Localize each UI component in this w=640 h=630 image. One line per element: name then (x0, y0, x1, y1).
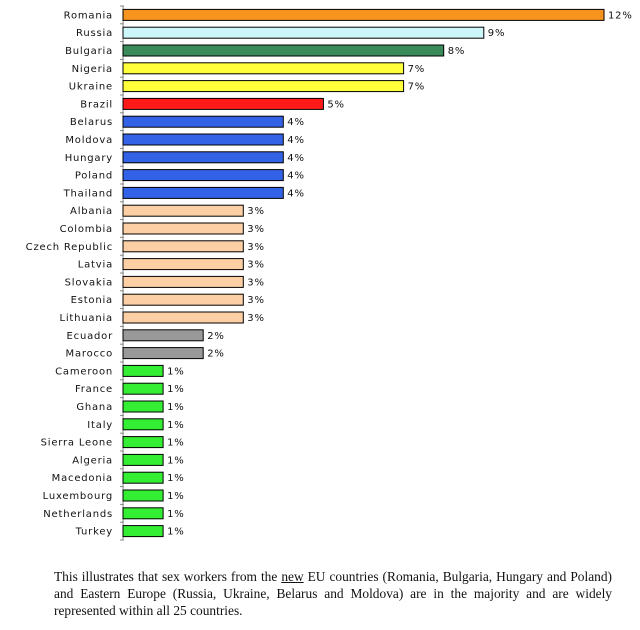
value-label-thailand: 4% (287, 188, 305, 200)
bar-turkey (123, 526, 163, 537)
bar-macedonia (123, 472, 163, 483)
category-label-thailand: Thailand (63, 188, 113, 200)
category-label-belarus: Belarus (69, 117, 113, 129)
bar-slovakia (123, 276, 243, 287)
category-label-lithuania: Lithuania (59, 313, 113, 324)
value-label-nigeria: 7% (407, 63, 426, 75)
category-label-moldova: Moldova (65, 135, 113, 146)
value-label-turkey: 1% (167, 526, 185, 538)
category-label-marocco: Marocco (65, 348, 113, 360)
bar-lithuania (123, 312, 243, 323)
category-label-estonia: Estonia (70, 295, 113, 307)
bar-russia (123, 27, 484, 38)
bar-albania (123, 205, 243, 216)
value-label-luxembourg: 1% (167, 491, 185, 502)
bar-latvia (123, 259, 243, 270)
value-label-macedonia: 1% (167, 473, 185, 485)
bar-bulgaria (123, 45, 444, 56)
value-label-hungary: 4% (287, 152, 305, 164)
bar-sierra-leone (123, 437, 163, 448)
value-label-ghana: 1% (167, 402, 185, 413)
bar-algeria (123, 454, 163, 465)
bar-ecuador (123, 330, 203, 341)
category-label-netherlands: Netherlands (43, 508, 113, 520)
bar-czech-republic (123, 241, 243, 252)
category-label-russia: Russia (76, 28, 113, 40)
chart-bars (123, 9, 604, 536)
bar-nigeria (123, 63, 404, 74)
category-label-slovakia: Slovakia (64, 277, 113, 289)
value-label-latvia: 3% (247, 259, 265, 271)
bar-cameroon (123, 365, 163, 376)
caption-text-end: EU countries (Romania, Bulgaria, Hungary and Poland) and Eastern Europe (Russia, Ukraine, Belarus and Moldova) are in the majority and are widely represented within all 25 countries. (54, 569, 612, 618)
bar-ukraine (123, 81, 404, 92)
value-label-slovakia: 3% (247, 277, 265, 289)
value-label-russia: 9% (487, 28, 506, 40)
value-label-albania: 3% (247, 206, 265, 218)
bar-colombia (123, 223, 243, 234)
category-label-cameroon: Cameroon (55, 366, 113, 378)
value-label-marocco: 2% (207, 348, 225, 360)
value-label-czech-republic: 3% (247, 241, 265, 253)
value-label-italy: 1% (167, 419, 185, 431)
value-label-romania: 12% (608, 10, 633, 22)
bar-belarus (123, 116, 283, 127)
bar-france (123, 383, 163, 394)
caption-text-start: This illustrates that sex workers from the (54, 569, 282, 584)
value-label-ukraine: 7% (407, 81, 426, 93)
category-label-turkey: Turkey (75, 526, 113, 538)
category-label-italy: Italy (87, 419, 113, 431)
value-label-lithuania: 3% (247, 313, 265, 324)
value-label-bulgaria: 8% (447, 46, 466, 57)
bar-romania (123, 9, 604, 20)
bar-hungary (123, 152, 283, 163)
category-label-algeria: Algeria (72, 455, 113, 467)
category-label-ukraine: Ukraine (68, 81, 113, 93)
bar-luxembourg (123, 490, 163, 501)
chart-caption (54, 568, 612, 619)
bar-italy (123, 419, 163, 430)
category-label-albania: Albania (70, 206, 113, 218)
bar-poland (123, 170, 283, 181)
value-label-france: 1% (167, 384, 185, 396)
bar-netherlands (123, 508, 163, 519)
bar-brazil (123, 98, 323, 109)
value-label-algeria: 1% (167, 455, 185, 467)
category-label-bulgaria: Bulgaria (65, 46, 113, 57)
value-label-sierra-leone: 1% (167, 437, 185, 449)
category-label-romania: Romania (63, 10, 113, 22)
category-label-poland: Poland (74, 170, 113, 182)
category-label-ghana: Ghana (76, 402, 113, 413)
value-label-netherlands: 1% (167, 508, 185, 520)
category-label-france: France (74, 384, 113, 396)
value-label-cameroon: 1% (167, 366, 185, 378)
bar-thailand (123, 187, 283, 198)
category-label-macedonia: Macedonia (51, 473, 113, 485)
value-label-moldova: 4% (287, 135, 305, 146)
category-label-czech-republic: Czech Republic (25, 241, 113, 253)
bar-marocco (123, 348, 203, 359)
value-label-belarus: 4% (287, 117, 305, 129)
caption-underlined-word: new (281, 569, 304, 584)
category-label-sierra-leone: Sierra Leone (40, 437, 113, 449)
value-label-ecuador: 2% (207, 330, 225, 342)
bar-estonia (123, 294, 243, 305)
value-label-colombia: 3% (247, 224, 265, 235)
category-label-nigeria: Nigeria (71, 63, 113, 75)
value-label-poland: 4% (287, 170, 305, 182)
category-label-brazil: Brazil (80, 99, 113, 111)
value-label-brazil: 5% (327, 99, 345, 111)
category-label-ecuador: Ecuador (66, 330, 113, 342)
category-label-luxembourg: Luxembourg (42, 491, 113, 502)
category-label-hungary: Hungary (64, 152, 113, 164)
value-label-estonia: 3% (247, 295, 265, 307)
category-label-colombia: Colombia (59, 224, 113, 235)
bar-ghana (123, 401, 163, 412)
bar-moldova (123, 134, 283, 145)
category-label-latvia: Latvia (77, 259, 113, 271)
